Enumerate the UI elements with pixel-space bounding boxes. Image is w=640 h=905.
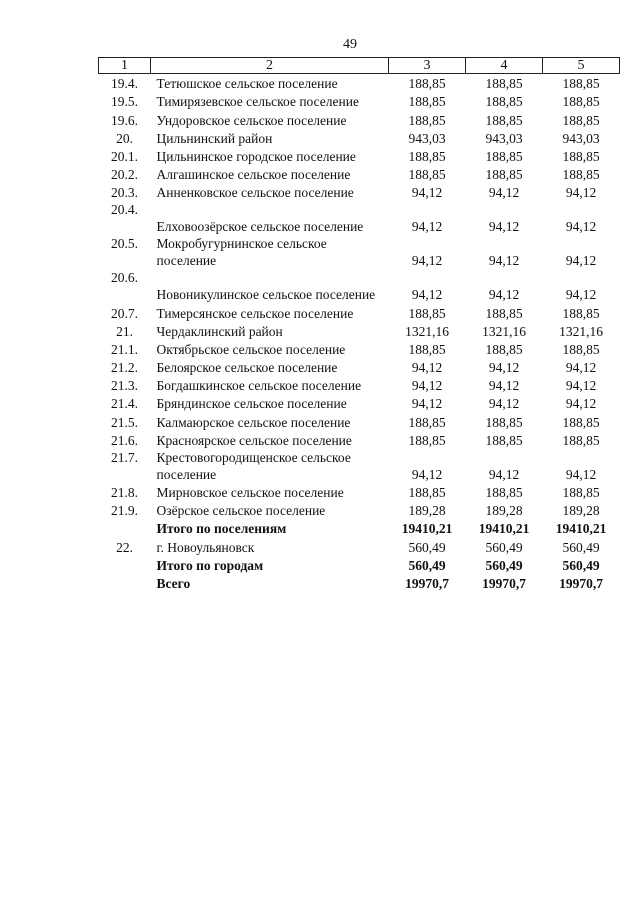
table-row bbox=[99, 92, 620, 110]
table-row bbox=[99, 201, 620, 235]
row-number: 19.4. bbox=[111, 76, 138, 92]
row-name: Анненковское сельское поселение bbox=[156, 185, 354, 201]
table-row bbox=[99, 483, 620, 501]
row-name: Богдашкинское сельское поселение bbox=[156, 378, 362, 394]
row-value-col4: 188,85 bbox=[485, 112, 523, 128]
row-number: 21.6. bbox=[111, 432, 138, 448]
row-value-col4: 94,12 bbox=[488, 185, 520, 201]
row-value-col5: 94,12 bbox=[565, 360, 597, 376]
row-value-col3: 188,85 bbox=[408, 94, 446, 110]
row-number bbox=[99, 574, 151, 592]
table-row bbox=[99, 501, 620, 519]
row-value-col3: 560,49 bbox=[408, 539, 446, 555]
table-row bbox=[99, 165, 620, 183]
row-name: Чердаклинский район bbox=[156, 323, 283, 339]
row-value-col4: 1321,16 bbox=[482, 323, 526, 339]
table-row bbox=[99, 129, 620, 147]
row-number: 21.9. bbox=[111, 503, 138, 519]
row-value-col3: 188,85 bbox=[408, 485, 446, 500]
row-name: Тимирязевское сельское поселение bbox=[156, 94, 359, 110]
row-value-col3: 94,12 bbox=[411, 396, 443, 412]
row-value-col4: 560,49 bbox=[485, 557, 523, 573]
row-value-col5: 94,12 bbox=[565, 466, 597, 482]
row-number: 20.2. bbox=[111, 167, 138, 183]
row-value-col3: 19970,7 bbox=[405, 575, 449, 591]
row-number: 20.6. bbox=[111, 270, 138, 286]
row-value-col5: 188,85 bbox=[562, 76, 600, 92]
table-row bbox=[99, 431, 620, 449]
row-value-col3: 188,85 bbox=[408, 76, 446, 92]
table-row bbox=[99, 110, 620, 128]
row-name: Ундоровское сельское поселение bbox=[156, 112, 347, 128]
table-row bbox=[99, 322, 620, 340]
row-value-col3: 19410,21 bbox=[401, 521, 453, 537]
row-number: 20.5. bbox=[111, 236, 138, 252]
row-value-col4: 188,85 bbox=[485, 341, 523, 357]
table-header-row bbox=[99, 58, 620, 74]
row-value-col5: 188,85 bbox=[562, 432, 600, 448]
row-name: Цильнинское городское поселение bbox=[156, 148, 356, 164]
row-value-col4: 94,12 bbox=[488, 253, 520, 269]
row-value-col4: 19970,7 bbox=[482, 575, 526, 591]
table-row bbox=[99, 537, 620, 555]
row-value-col4: 94,12 bbox=[488, 466, 520, 482]
row-value-col5: 188,85 bbox=[562, 341, 600, 357]
table-row bbox=[99, 376, 620, 394]
row-number bbox=[99, 556, 151, 574]
row-number: 20.1. bbox=[111, 148, 138, 164]
row-number: 21.7. bbox=[111, 449, 138, 465]
page-number: 49 bbox=[343, 37, 357, 52]
row-name: Озёрское сельское поселение bbox=[156, 503, 326, 519]
row-value-col5: 560,49 bbox=[562, 539, 600, 555]
row-name: Елховоозёрское сельское поселение bbox=[156, 219, 364, 235]
row-value-col5: 188,85 bbox=[562, 112, 600, 128]
table-body bbox=[99, 74, 620, 592]
row-value-col4: 189,28 bbox=[485, 503, 523, 519]
row-value-col4: 94,12 bbox=[488, 360, 520, 376]
row-number: 21.5. bbox=[111, 414, 138, 430]
row-value-col3: 1321,16 bbox=[405, 323, 449, 339]
row-number: 20.7. bbox=[111, 305, 138, 321]
row-value-col5: 94,12 bbox=[565, 219, 597, 235]
row-name: Цильнинский район bbox=[156, 130, 273, 146]
row-number: 20.3. bbox=[111, 185, 138, 201]
row-value-col5: 1321,16 bbox=[559, 323, 603, 339]
row-value-col3: 188,85 bbox=[408, 112, 446, 128]
row-value-col5: 19410,21 bbox=[555, 521, 607, 537]
row-value-col3: 94,12 bbox=[411, 378, 443, 394]
table-row bbox=[99, 340, 620, 358]
row-value-col4: 188,85 bbox=[485, 305, 523, 321]
row-value-col3: 94,12 bbox=[411, 360, 443, 376]
row-value-col5: 188,85 bbox=[562, 305, 600, 321]
row-value-col3: 188,85 bbox=[408, 341, 446, 357]
row-name: Новоникулинское сельское поселение bbox=[156, 287, 376, 303]
row-name: Красноярское сельское поселение bbox=[156, 432, 352, 448]
row-value-col4: 94,12 bbox=[488, 378, 520, 394]
row-name: Мокробугурнинское сельское поселение bbox=[156, 236, 327, 269]
row-value-col5: 188,85 bbox=[562, 485, 600, 500]
table-row bbox=[99, 269, 620, 303]
row-name: г. Новоульяновск bbox=[156, 539, 255, 555]
row-name: Крестовогородищенское сельское поселение bbox=[156, 449, 351, 482]
table-row bbox=[99, 183, 620, 201]
row-value-col4: 188,85 bbox=[485, 432, 523, 448]
row-value-col4: 94,12 bbox=[488, 287, 520, 303]
row-value-col3: 94,12 bbox=[411, 287, 443, 303]
row-value-col4: 188,85 bbox=[485, 485, 523, 500]
row-value-col3: 188,85 bbox=[408, 432, 446, 448]
row-value-col3: 188,85 bbox=[408, 305, 446, 321]
row-name: Мирновское сельское поселение bbox=[156, 485, 344, 500]
row-number: 21.4. bbox=[111, 396, 138, 412]
row-value-col5: 94,12 bbox=[565, 185, 597, 201]
row-value-col3: 189,28 bbox=[408, 503, 446, 519]
row-value-col5: 943,03 bbox=[562, 130, 600, 146]
row-name: Октябрьское сельское поселение bbox=[156, 341, 346, 357]
table-row bbox=[99, 303, 620, 321]
row-value-col4: 560,49 bbox=[485, 539, 523, 555]
table-row bbox=[99, 412, 620, 430]
table-row bbox=[99, 449, 620, 483]
row-number: 21.8. bbox=[111, 485, 138, 500]
row-value-col5: 94,12 bbox=[565, 253, 597, 269]
row-name: Итого по поселениям bbox=[156, 521, 287, 537]
row-number: 21. bbox=[116, 323, 133, 339]
row-value-col4: 188,85 bbox=[485, 167, 523, 183]
row-number: 20.4. bbox=[111, 202, 138, 218]
row-value-col4: 943,03 bbox=[485, 130, 523, 146]
table-row bbox=[99, 574, 620, 592]
column-header: 3 bbox=[389, 58, 466, 74]
row-value-col3: 94,12 bbox=[411, 253, 443, 269]
row-value-col4: 94,12 bbox=[488, 396, 520, 412]
row-value-col3: 94,12 bbox=[411, 185, 443, 201]
row-value-col3: 188,85 bbox=[408, 148, 446, 164]
row-value-col5: 188,85 bbox=[562, 167, 600, 183]
table-row bbox=[99, 358, 620, 376]
column-header: 4 bbox=[466, 58, 543, 74]
table-row bbox=[99, 394, 620, 412]
row-value-col3: 943,03 bbox=[408, 130, 446, 146]
row-number: 21.1. bbox=[111, 341, 138, 357]
row-value-col5: 94,12 bbox=[565, 396, 597, 412]
row-value-col5: 560,49 bbox=[562, 557, 600, 573]
table-row bbox=[99, 519, 620, 537]
row-value-col5: 188,85 bbox=[562, 94, 600, 110]
row-value-col3: 94,12 bbox=[411, 219, 443, 235]
row-value-col3: 94,12 bbox=[411, 466, 443, 482]
row-name: Тимерсянское сельское поселение bbox=[156, 305, 354, 321]
row-value-col5: 94,12 bbox=[565, 378, 597, 394]
column-header: 2 bbox=[151, 58, 389, 74]
row-value-col4: 188,85 bbox=[485, 148, 523, 164]
row-number: 20. bbox=[116, 130, 133, 146]
row-value-col5: 94,12 bbox=[565, 287, 597, 303]
row-value-col3: 188,85 bbox=[408, 414, 446, 430]
row-name: Белоярское сельское поселение bbox=[156, 360, 338, 376]
row-value-col4: 19410,21 bbox=[478, 521, 530, 537]
row-value-col3: 560,49 bbox=[408, 557, 446, 573]
row-number: 21.2. bbox=[111, 360, 138, 376]
row-value-col5: 189,28 bbox=[562, 503, 600, 519]
row-value-col5: 19970,7 bbox=[559, 575, 603, 591]
row-name: Итого по городам bbox=[156, 557, 264, 573]
table-row bbox=[99, 235, 620, 269]
row-value-col5: 188,85 bbox=[562, 148, 600, 164]
table-row bbox=[99, 74, 620, 93]
column-header: 1 bbox=[99, 58, 151, 74]
row-name: Бряндинское сельское поселение bbox=[156, 396, 347, 412]
row-value-col4: 188,85 bbox=[485, 76, 523, 92]
row-number: 19.6. bbox=[111, 112, 138, 128]
row-value-col4: 188,85 bbox=[485, 414, 523, 430]
row-number: 21.3. bbox=[111, 378, 138, 394]
row-name: Алгашинское сельское поселение bbox=[156, 167, 351, 183]
row-value-col5: 188,85 bbox=[562, 414, 600, 430]
row-value-col4: 94,12 bbox=[488, 219, 520, 235]
allocation-table bbox=[98, 57, 620, 592]
row-name: Калмаюрское сельское поселение bbox=[156, 414, 351, 430]
row-number: 22. bbox=[116, 539, 133, 555]
row-name: Всего bbox=[156, 575, 191, 591]
row-number bbox=[99, 519, 151, 537]
row-number: 19.5. bbox=[111, 94, 138, 110]
column-header: 5 bbox=[543, 58, 620, 74]
row-value-col4: 188,85 bbox=[485, 94, 523, 110]
table-row bbox=[99, 147, 620, 165]
row-value-col3: 188,85 bbox=[408, 167, 446, 183]
row-name: Тетюшское сельское поселение bbox=[156, 76, 338, 92]
table-row bbox=[99, 556, 620, 574]
